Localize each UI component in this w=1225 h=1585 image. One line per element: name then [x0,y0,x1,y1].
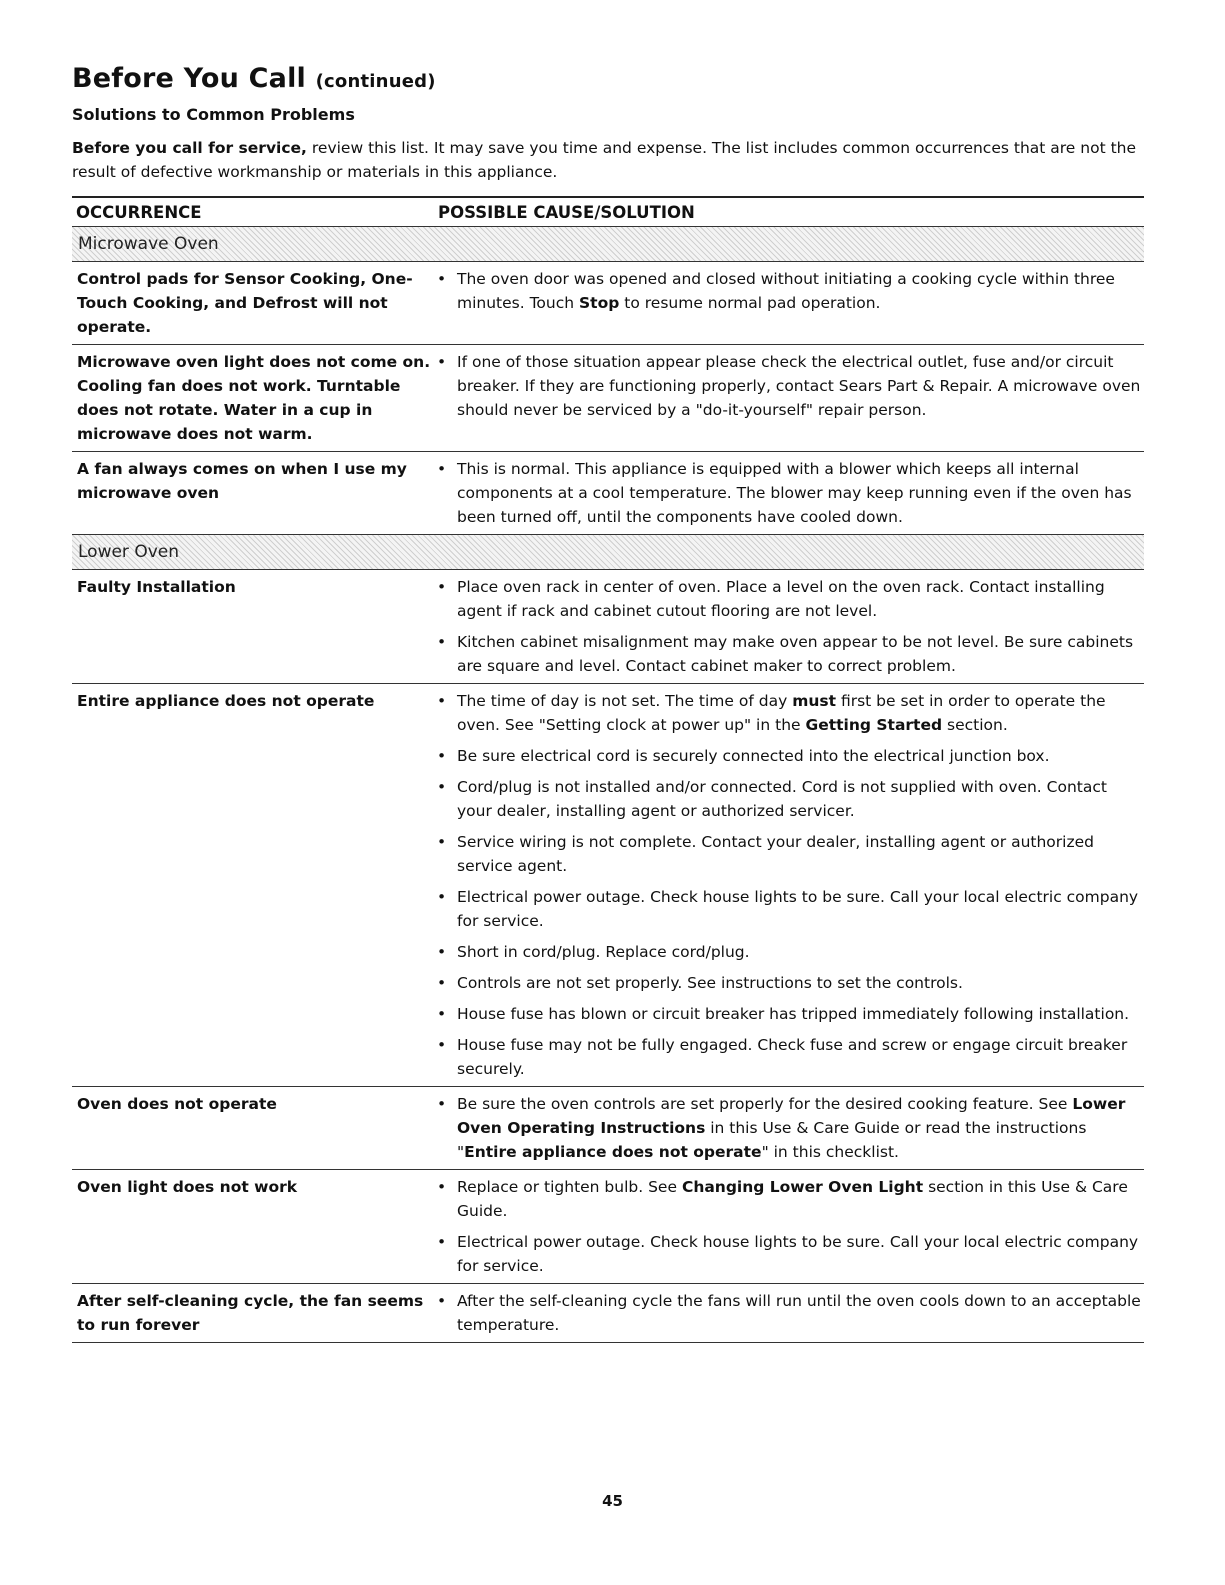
solution-text: After the self-cleaning cycle the fans will run until the oven cools down to an acceptable temperature. [457,1292,1141,1334]
row-rule [72,1342,1144,1343]
solution-list [437,1092,1144,1164]
solution-item [437,971,1144,995]
solution-text: first be set in order to operate the oven. See "Setting clock at power up" in the [457,692,1106,734]
solution-text: Place oven rack in center of oven. Place a level on the oven rack. Contact installing agent if rack and cabinet cutout flooring are not level. [457,578,1105,620]
occurrence-cell: Faulty Installation [77,578,236,596]
occurrence-cell: Oven light does not work [77,1178,298,1196]
solution-text: House fuse has blown or circuit breaker has tripped immediately following installation. [457,1005,1130,1023]
solution-text: Be sure the oven controls are set properly for the desired cooking feature. See [457,1095,1073,1113]
solution-text: section. [942,716,1008,734]
intro-rest: review this list. It may save you time and expense. The list includes common occurrences that are not the result of defective workmanship or materials in this appliance. [72,139,1137,181]
occurrence-cell: A fan always comes on when I use my microwave oven [77,460,407,502]
solution-cell [437,350,1144,446]
solution-emphasis: Stop [579,294,620,312]
intro-paragraph [72,136,1144,184]
occurrence-cell: Microwave oven light does not come on. Cooling fan does not work. Turntable does not rotate. Water in a cup in microwave does not warm. [77,353,431,443]
occurrence-cell: Entire appliance does not operate [77,692,375,710]
solution-text: Cord/plug is not installed and/or connected. Cord is not supplied with oven. Contact your dealer, installing agent or authorized servicer. [457,778,1107,820]
solution-item [437,350,1144,422]
occurrence-cell: After self-cleaning cycle, the fan seems to run forever [77,1292,424,1334]
page [72,62,1144,1343]
solution-cell [437,575,1144,678]
header-occurrence: OCCURRENCE [76,202,202,222]
solution-text: Electrical power outage. Check house lights to be sure. Call your local electric company for service. [457,888,1139,930]
page-number: 45 [602,1492,623,1510]
occurrence-cell: Oven does not operate [77,1095,277,1113]
solution-text: in this Use & Care Guide or read the instructions " [457,1119,1087,1161]
solution-cell [437,1289,1144,1337]
solution-item [437,1230,1144,1278]
solution-emphasis: Lower Oven Operating Instructions [457,1095,1126,1137]
solution-item [437,1033,1144,1081]
solution-item [437,1092,1144,1164]
solution-text: Controls are not set properly. See instructions to set the controls. [457,974,963,992]
intro-bold: Before you call for service, [72,139,307,157]
solution-list [437,350,1144,422]
solution-item [437,744,1144,768]
solution-item [437,1175,1144,1223]
table-row [72,345,1144,451]
solution-emphasis: Entire appliance does not operate [464,1143,762,1161]
solution-cell [437,689,1144,1081]
table-row [72,452,1144,534]
table-row [72,1170,1144,1283]
solution-text: to resume normal pad operation. [619,294,881,312]
occurrence-cell: Control pads for Sensor Cooking, One-Touch Cooking, and Defrost will not operate. [77,270,413,336]
solution-item [437,940,1144,964]
section-header: Microwave Oven [72,227,1144,261]
solution-item [437,1002,1144,1026]
solution-item [437,775,1144,823]
title-suffix: (continued) [315,71,436,92]
page-subtitle: Solutions to Common Problems [72,105,355,124]
header-solution: POSSIBLE CAUSE/SOLUTION [438,202,695,222]
solution-text: The time of day is not set. The time of day [457,692,793,710]
solution-cell [437,1175,1144,1278]
solution-text: The oven door was opened and closed without initiating a cooking cycle within three minutes. Touch [457,270,1115,312]
solution-list [437,267,1144,315]
solution-item [437,1289,1144,1337]
solution-cell [437,267,1144,339]
solution-text: This is normal. This appliance is equipped with a blower which keeps all internal components at a cool temperature. The blower may keep running even if the oven has been turned off, until the components have cooled down. [457,460,1132,526]
section-header: Lower Oven [72,535,1144,569]
solution-list [437,689,1144,1081]
table-row [72,684,1144,1086]
solution-cell [437,1092,1144,1164]
solution-text: If one of those situation appear please check the electrical outlet, fuse and/or circuit breaker. If they are functioning properly, contact Sears Part & Repair. A microwave oven should never be serviced by a "do-it-yourself" repair person. [457,353,1141,419]
table-row [72,1087,1144,1169]
solution-list [437,1175,1144,1278]
solution-text: Service wiring is not complete. Contact your dealer, installing agent or authorized service agent. [457,833,1094,875]
solution-list [437,457,1144,529]
solution-item [437,830,1144,878]
solution-item [437,689,1144,737]
solution-text: " in this checklist. [761,1143,899,1161]
solution-emphasis: must [792,692,837,710]
solution-item [437,575,1144,623]
solution-item [437,267,1144,315]
table-row [72,262,1144,344]
troubleshooting-table [72,227,1144,1343]
page-title [72,62,1144,99]
solution-text: Electrical power outage. Check house lights to be sure. Call your local electric company for service. [457,1233,1139,1275]
solution-item [437,885,1144,933]
solution-emphasis: Changing Lower Oven Light [681,1178,924,1196]
solution-list [437,1289,1144,1337]
solution-cell [437,457,1144,529]
solution-item [437,457,1144,529]
solution-item [437,630,1144,678]
solution-list [437,575,1144,678]
solution-text: Kitchen cabinet misalignment may make oven appear to be not level. Be sure cabinets are square and level. Contact cabinet maker to correct problem. [457,633,1134,675]
table-header [72,198,1144,226]
solution-text: Short in cord/plug. Replace cord/plug. [457,943,750,961]
solution-emphasis: Getting Started [805,716,943,734]
table-row [72,1284,1144,1342]
solution-text: House fuse may not be fully engaged. Check fuse and screw or engage circuit breaker securely. [457,1036,1128,1078]
solution-text: Replace or tighten bulb. See [457,1178,682,1196]
title-text: Before You Call [72,63,307,94]
solution-text: Be sure electrical cord is securely connected into the electrical junction box. [457,747,1050,765]
table-row [72,570,1144,683]
solution-text: section in this Use & Care Guide. [457,1178,1128,1220]
